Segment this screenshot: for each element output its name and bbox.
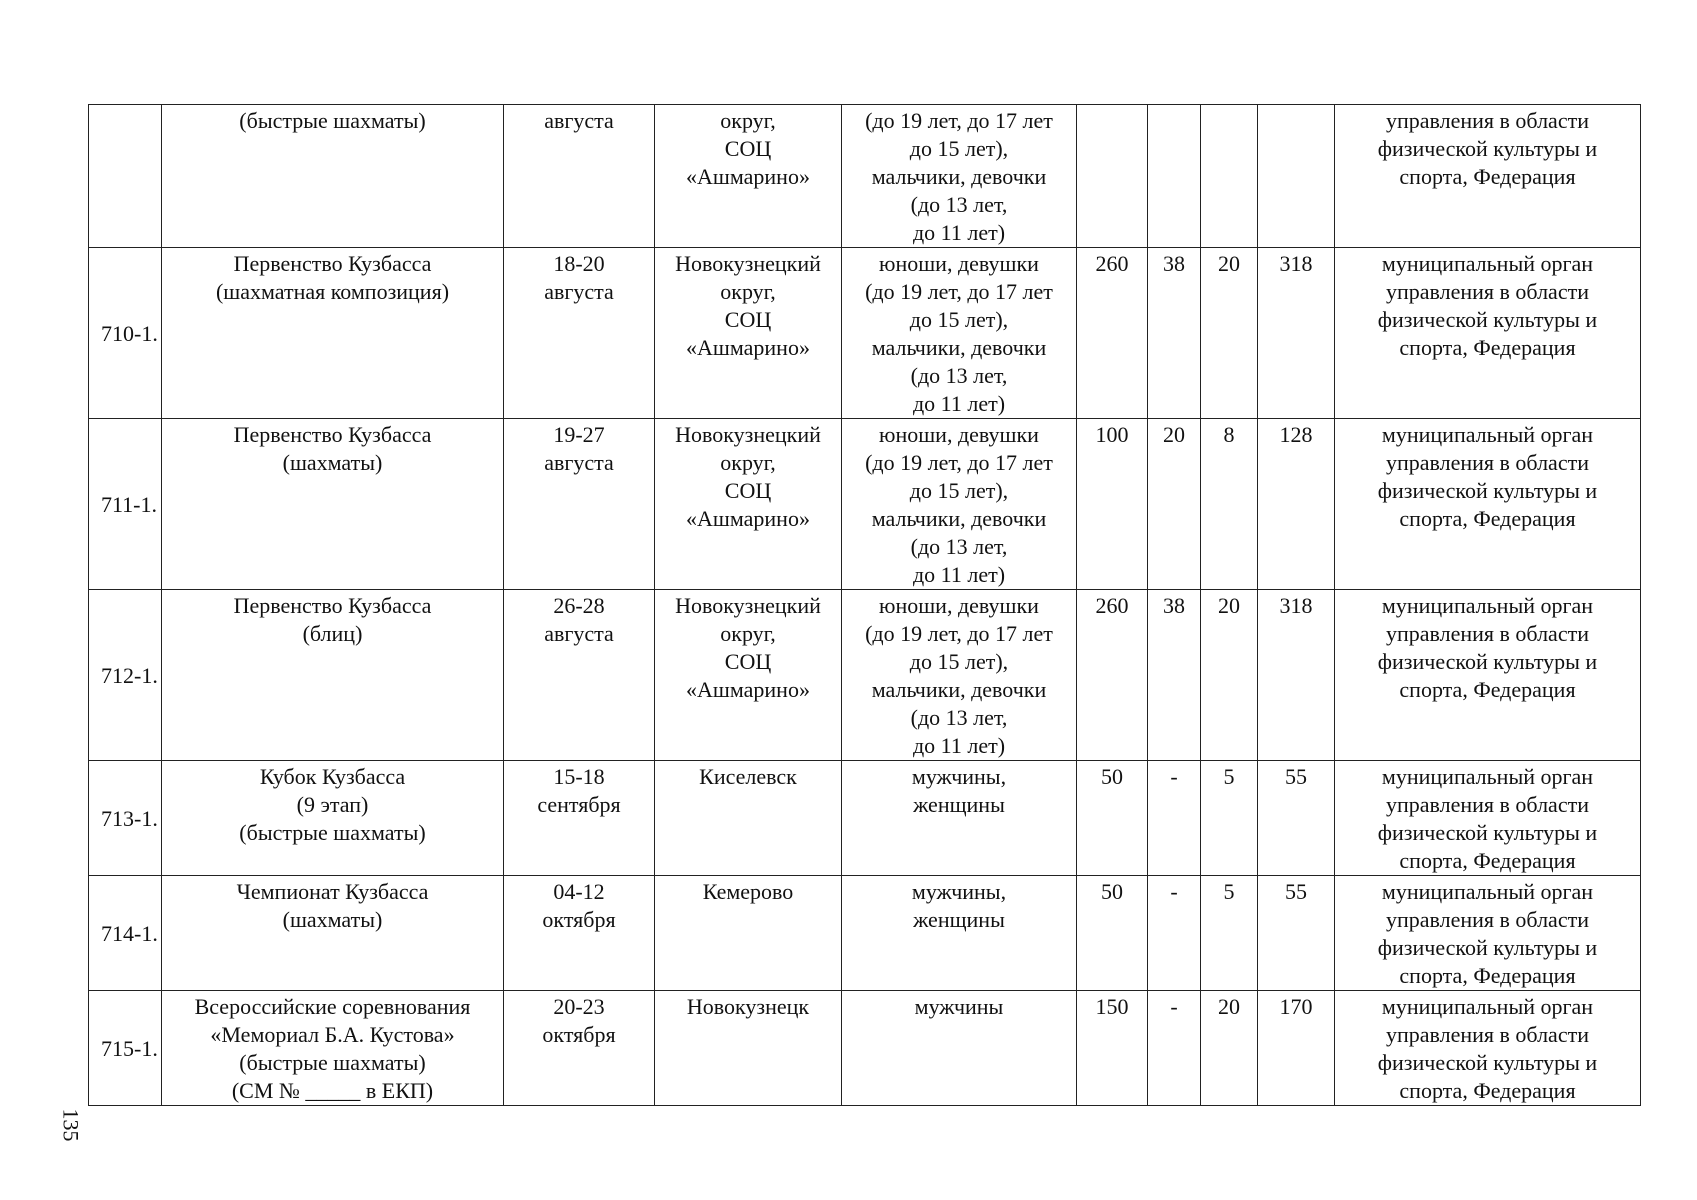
event-name-line: (быстрые шахматы)	[239, 108, 426, 133]
count-athletes-cell: 100	[1077, 419, 1148, 590]
organizer-line: управления в области	[1386, 907, 1589, 932]
event-dates-line: 15-18	[553, 764, 605, 789]
event-place-line: СОЦ	[724, 649, 772, 674]
count-athletes-cell: 50	[1077, 761, 1148, 876]
event-dates-cell	[504, 876, 655, 991]
organizer-line: спорта, Федерация	[1399, 335, 1576, 360]
row-number: 710-1.	[89, 248, 162, 419]
event-name-line: (быстрые шахматы)	[239, 820, 426, 845]
count-athletes-cell: 50	[1077, 876, 1148, 991]
event-name-line: (шахматная композиция)	[215, 279, 450, 304]
count-athletes-cell: 150	[1077, 991, 1148, 1106]
event-name-cell	[162, 248, 504, 419]
event-place-line: Новокузнецкий	[675, 251, 821, 276]
organizer-line: управления в области	[1386, 1022, 1589, 1047]
table-row	[89, 876, 1641, 991]
participants-line: юноши, девушки	[879, 593, 1039, 618]
count-total-cell: 318	[1258, 590, 1335, 761]
event-place-line: «Ашмарино»	[686, 506, 810, 531]
organizer-line: физической культуры и	[1377, 935, 1598, 960]
organizer-line: физической культуры и	[1377, 820, 1598, 845]
organizer-line: муниципальный орган	[1381, 764, 1594, 789]
organizer-cell	[1335, 419, 1641, 590]
event-dates-line: 20-23	[553, 994, 605, 1019]
organizer-cell	[1335, 590, 1641, 761]
event-place-line: Киселевск	[699, 764, 797, 789]
participants-line: (до 13 лет,	[910, 705, 1008, 730]
participants-line: мужчины	[914, 994, 1004, 1019]
count-judges-cell: 5	[1201, 876, 1258, 991]
event-place-line: Кемерово	[702, 879, 794, 904]
participants-line: (до 19 лет, до 17 лет	[865, 279, 1053, 304]
event-name-line: Кубок Кузбасса	[259, 764, 406, 789]
event-name-line: Всероссийские соревнования	[194, 994, 471, 1019]
count-coaches-cell: -	[1148, 991, 1201, 1106]
count-coaches-cell: -	[1148, 876, 1201, 991]
organizer-line: муниципальный орган	[1381, 994, 1594, 1019]
participants-line: (до 13 лет,	[910, 534, 1008, 559]
table-row	[89, 761, 1641, 876]
organizer-line: муниципальный орган	[1381, 251, 1594, 276]
participants-line: (до 13 лет,	[910, 363, 1008, 388]
event-name-line: Чемпионат Кузбасса	[236, 879, 429, 904]
count-total-cell: 318	[1258, 248, 1335, 419]
participants-line: (до 19 лет, до 17 лет	[865, 621, 1053, 646]
event-name-line: (шахматы)	[282, 907, 383, 932]
event-dates-cell	[504, 419, 655, 590]
organizer-line: управления в области	[1386, 279, 1589, 304]
row-number: 715-1.	[89, 991, 162, 1106]
event-name-line: (СМ № _____ в ЕКП)	[231, 1078, 434, 1103]
event-place-line: Новокузнецк	[686, 994, 810, 1019]
event-place-line: округ,	[720, 108, 776, 133]
organizer-line: физической культуры и	[1377, 307, 1598, 332]
event-name-line: «Мемориал Б.А. Кустова»	[210, 1022, 455, 1047]
participants-line: (до 13 лет,	[910, 192, 1008, 217]
participants-cell	[842, 105, 1077, 248]
organizer-cell	[1335, 876, 1641, 991]
count-coaches-cell: 38	[1148, 590, 1201, 761]
table-row	[89, 590, 1641, 761]
count-judges-cell: 20	[1201, 991, 1258, 1106]
participants-line: юноши, девушки	[879, 251, 1039, 276]
event-name-line: (быстрые шахматы)	[239, 1050, 426, 1075]
event-name-line: (шахматы)	[282, 450, 383, 475]
count-coaches-cell: 38	[1148, 248, 1201, 419]
participants-line: мальчики, девочки	[871, 164, 1047, 189]
event-name-cell	[162, 761, 504, 876]
event-place-line: СОЦ	[724, 307, 772, 332]
count-athletes-cell	[1077, 105, 1148, 248]
organizer-line: муниципальный орган	[1381, 593, 1594, 618]
organizer-line: спорта, Федерация	[1399, 1078, 1576, 1103]
organizer-cell	[1335, 761, 1641, 876]
participants-line: (до 19 лет, до 17 лет	[865, 450, 1053, 475]
organizer-line: управления в области	[1386, 108, 1589, 133]
event-dates-line: сентября	[537, 792, 621, 817]
participants-line: женщины	[913, 792, 1005, 817]
count-total-cell	[1258, 105, 1335, 248]
event-place-cell	[655, 991, 842, 1106]
organizer-line: управления в области	[1386, 450, 1589, 475]
event-name-cell	[162, 991, 504, 1106]
event-dates-line: 18-20	[553, 251, 605, 276]
event-place-cell	[655, 590, 842, 761]
event-name-cell	[162, 590, 504, 761]
participants-cell	[842, 419, 1077, 590]
event-place-line: «Ашмарино»	[686, 335, 810, 360]
participants-cell	[842, 590, 1077, 761]
row-number: 711-1.	[89, 419, 162, 590]
event-dates-line: октября	[542, 1022, 616, 1047]
row-number: 712-1.	[89, 590, 162, 761]
event-dates-cell	[504, 248, 655, 419]
event-place-line: «Ашмарино»	[686, 677, 810, 702]
count-total-cell: 55	[1258, 876, 1335, 991]
event-name-line: (9 этап)	[296, 792, 369, 817]
event-place-cell	[655, 105, 842, 248]
row-number: 713-1.	[89, 761, 162, 876]
organizer-line: муниципальный орган	[1381, 879, 1594, 904]
event-place-line: округ,	[720, 450, 776, 475]
participants-line: (до 19 лет, до 17 лет	[865, 108, 1053, 133]
event-dates-cell	[504, 105, 655, 248]
participants-line: до 15 лет),	[909, 307, 1009, 332]
participants-line: до 11 лет)	[912, 562, 1006, 587]
organizer-line: физической культуры и	[1377, 478, 1598, 503]
organizer-line: управления в области	[1386, 792, 1589, 817]
event-place-line: СОЦ	[724, 478, 772, 503]
event-dates-line: 04-12	[553, 879, 605, 904]
participants-line: мальчики, девочки	[871, 335, 1047, 360]
participants-line: женщины	[913, 907, 1005, 932]
event-place-line: округ,	[720, 621, 776, 646]
table-row	[89, 419, 1641, 590]
organizer-line: физической культуры и	[1377, 649, 1598, 674]
organizer-cell	[1335, 105, 1641, 248]
participants-line: до 11 лет)	[912, 220, 1006, 245]
participants-cell	[842, 761, 1077, 876]
organizer-line: спорта, Федерация	[1399, 963, 1576, 988]
event-dates-line: августа	[544, 621, 614, 646]
event-place-line: «Ашмарино»	[686, 164, 810, 189]
organizer-line: спорта, Федерация	[1399, 677, 1576, 702]
event-name-line: Первенство Кузбасса	[233, 593, 432, 618]
event-dates-cell	[504, 761, 655, 876]
count-judges-cell: 20	[1201, 248, 1258, 419]
participants-line: мужчины,	[911, 879, 1007, 904]
count-judges-cell: 5	[1201, 761, 1258, 876]
participants-cell	[842, 876, 1077, 991]
event-place-line: Новокузнецкий	[675, 593, 821, 618]
count-coaches-cell	[1148, 105, 1201, 248]
participants-cell	[842, 248, 1077, 419]
event-place-line: СОЦ	[724, 136, 772, 161]
count-judges-cell	[1201, 105, 1258, 248]
organizer-line: физической культуры и	[1377, 136, 1598, 161]
event-place-cell	[655, 419, 842, 590]
count-judges-cell: 8	[1201, 419, 1258, 590]
organizer-line: спорта, Федерация	[1399, 848, 1576, 873]
event-dates-cell	[504, 991, 655, 1106]
event-name-line: Первенство Кузбасса	[233, 422, 432, 447]
event-dates-line: августа	[544, 108, 614, 133]
event-place-line: Новокузнецкий	[675, 422, 821, 447]
count-total-cell: 55	[1258, 761, 1335, 876]
event-dates-line: 19-27	[553, 422, 605, 447]
organizer-line: спорта, Федерация	[1399, 164, 1576, 189]
participants-cell	[842, 991, 1077, 1106]
participants-line: юноши, девушки	[879, 422, 1039, 447]
table-row	[89, 105, 1641, 248]
event-name-cell	[162, 105, 504, 248]
page-number: 135	[58, 1108, 84, 1142]
participants-line: до 11 лет)	[912, 391, 1006, 416]
event-place-cell	[655, 248, 842, 419]
event-name-line: Первенство Кузбасса	[233, 251, 432, 276]
organizer-line: муниципальный орган	[1381, 422, 1594, 447]
organizer-line: управления в области	[1386, 621, 1589, 646]
organizer-line: физической культуры и	[1377, 1050, 1598, 1075]
event-place-cell	[655, 876, 842, 991]
row-number	[89, 105, 162, 248]
count-coaches-cell: -	[1148, 761, 1201, 876]
event-name-cell	[162, 419, 504, 590]
row-number: 714-1.	[89, 876, 162, 991]
count-judges-cell: 20	[1201, 590, 1258, 761]
count-athletes-cell: 260	[1077, 590, 1148, 761]
event-dates-cell	[504, 590, 655, 761]
participants-line: до 15 лет),	[909, 649, 1009, 674]
count-total-cell: 170	[1258, 991, 1335, 1106]
table-row	[89, 248, 1641, 419]
count-coaches-cell: 20	[1148, 419, 1201, 590]
participants-line: до 15 лет),	[909, 478, 1009, 503]
event-name-cell	[162, 876, 504, 991]
organizer-cell	[1335, 248, 1641, 419]
participants-line: до 11 лет)	[912, 733, 1006, 758]
count-athletes-cell: 260	[1077, 248, 1148, 419]
event-dates-line: августа	[544, 450, 614, 475]
event-place-cell	[655, 761, 842, 876]
schedule-table	[88, 104, 1641, 1106]
count-total-cell: 128	[1258, 419, 1335, 590]
event-place-line: округ,	[720, 279, 776, 304]
organizer-line: спорта, Федерация	[1399, 506, 1576, 531]
table-row	[89, 991, 1641, 1106]
event-dates-line: октября	[542, 907, 616, 932]
participants-line: мальчики, девочки	[871, 506, 1047, 531]
participants-line: мальчики, девочки	[871, 677, 1047, 702]
participants-line: мужчины,	[911, 764, 1007, 789]
event-dates-line: августа	[544, 279, 614, 304]
event-name-line: (блиц)	[302, 621, 363, 646]
event-dates-line: 26-28	[553, 593, 605, 618]
participants-line: до 15 лет),	[909, 136, 1009, 161]
organizer-cell	[1335, 991, 1641, 1106]
